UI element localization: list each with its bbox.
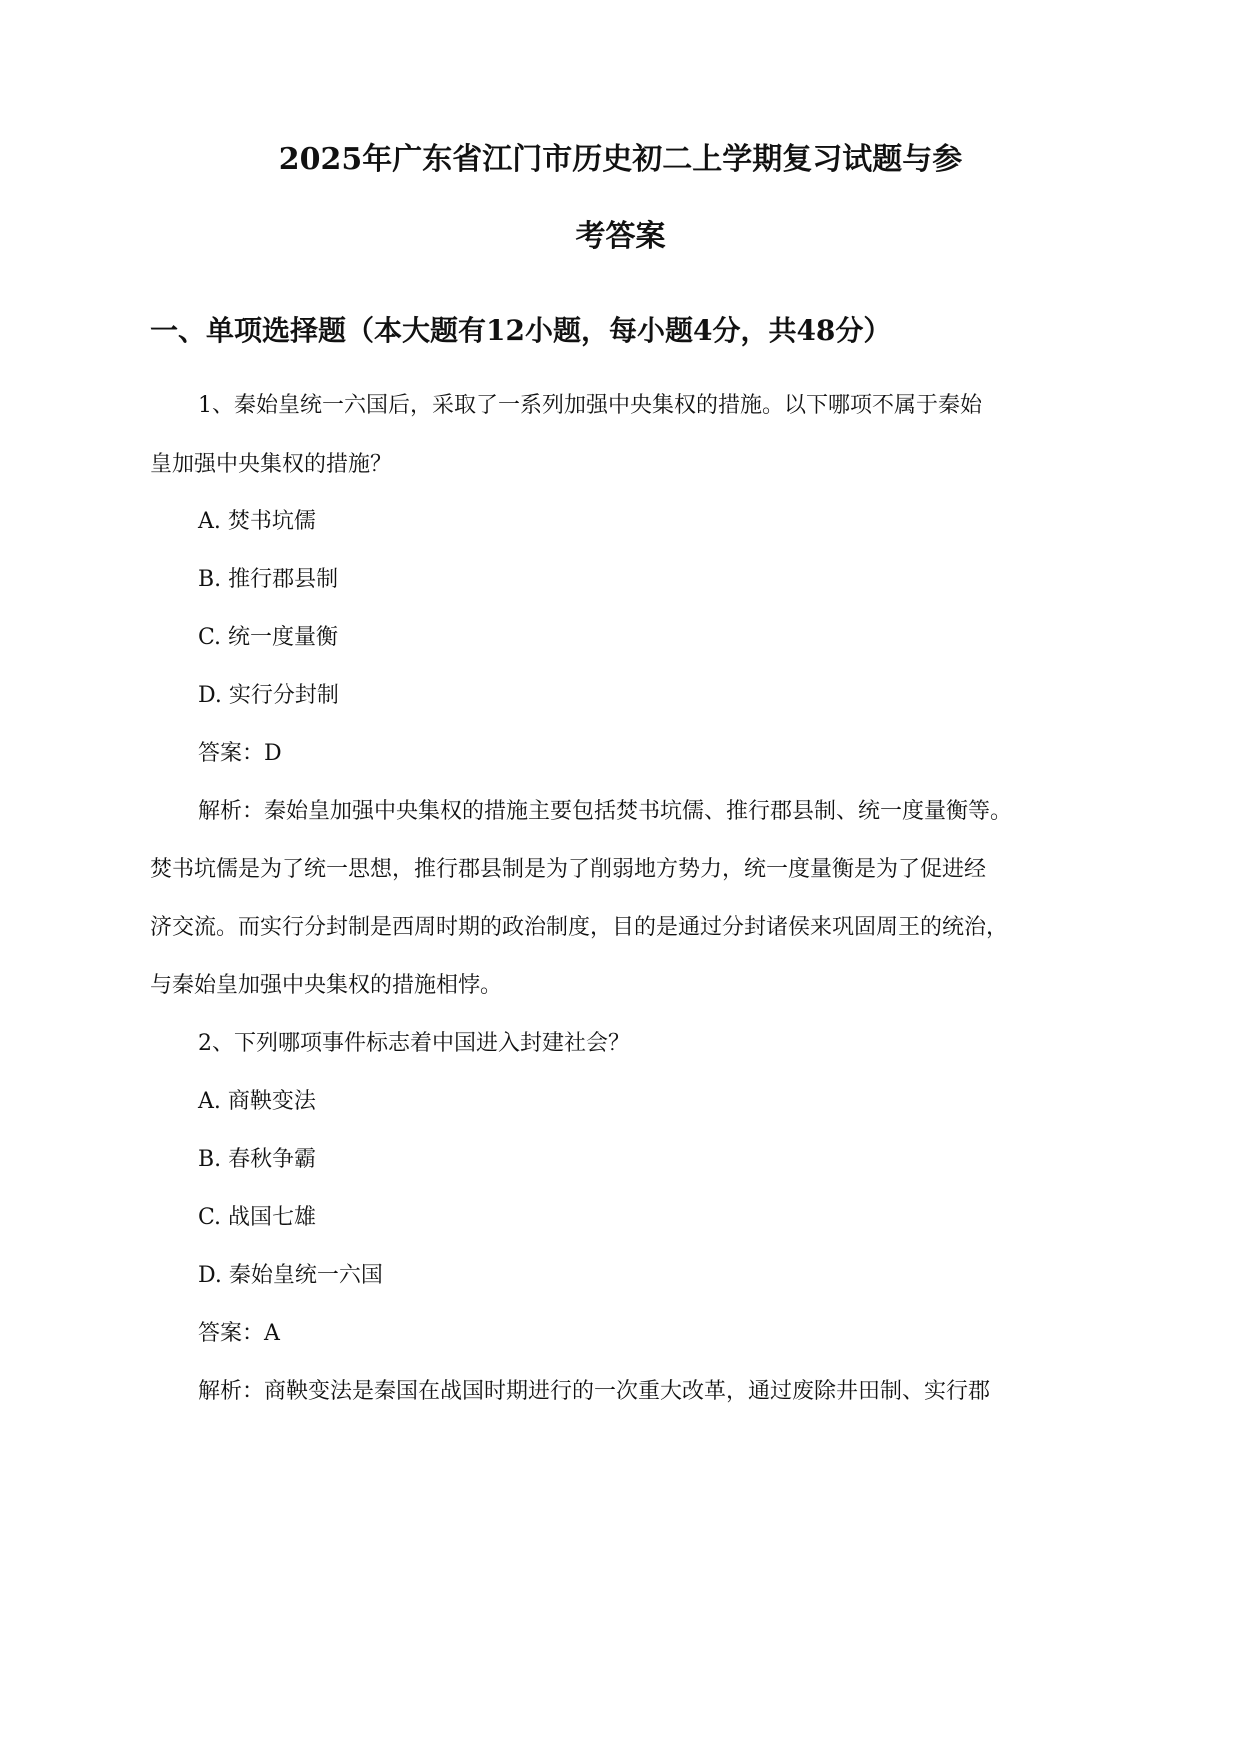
document-title-line-1: 2025年广东省江门市历史初二上学期复习试题与参 (278, 142, 963, 177)
question-1-option-b: B. 推行郡县制 (198, 567, 339, 592)
question-2-option-c: C. 战国七雄 (198, 1205, 317, 1230)
question-1-stem-line-2: 皇加强中央集权的措施？ (150, 452, 393, 477)
document-title-line-2: 考答案 (575, 219, 666, 254)
question-2-stem-line-1: 2、下列哪项事件标志着中国进入封建社会？ (198, 1031, 630, 1056)
question-2-answer: 答案：A (198, 1321, 280, 1346)
question-1-analysis-line-3: 济交流。而实行分封制是西周时期的政治制度，目的是通过分封诸侯来巩固周王的统治， (150, 915, 1009, 940)
question-1-analysis-line-2: 焚书坑儒是为了统一思想，推行郡县制是为了削弱地方势力，统一度量衡是为了促进经 (150, 857, 987, 882)
question-2-option-d: D. 秦始皇统一六国 (198, 1263, 383, 1288)
question-1-answer: 答案：D (198, 741, 282, 766)
question-1-analysis-line-1: 解析：秦始皇加强中央集权的措施主要包括焚书坑儒、推行郡县制、统一度量衡等。 (198, 799, 1013, 824)
question-2-option-a: A. 商鞅变法 (198, 1089, 316, 1114)
section-heading: 一、单项选择题（本大题有12小题，每小题4分，共48分） (150, 314, 892, 347)
question-2-option-b: B. 春秋争霸 (198, 1147, 317, 1172)
question-1-analysis-line-4: 与秦始皇加强中央集权的措施相悖。 (150, 973, 503, 998)
question-1-option-a: A. 焚书坑儒 (198, 509, 316, 534)
question-1-stem-line-1: 1、秦始皇统一六国后，采取了一系列加强中央集权的措施。以下哪项不属于秦始 (198, 393, 982, 418)
question-2-analysis-line-1: 解析：商鞅变法是秦国在战国时期进行的一次重大改革，通过废除井田制、实行郡 (198, 1379, 991, 1404)
question-1-option-d: D. 实行分封制 (198, 683, 339, 708)
question-1-option-c: C. 统一度量衡 (198, 625, 339, 650)
